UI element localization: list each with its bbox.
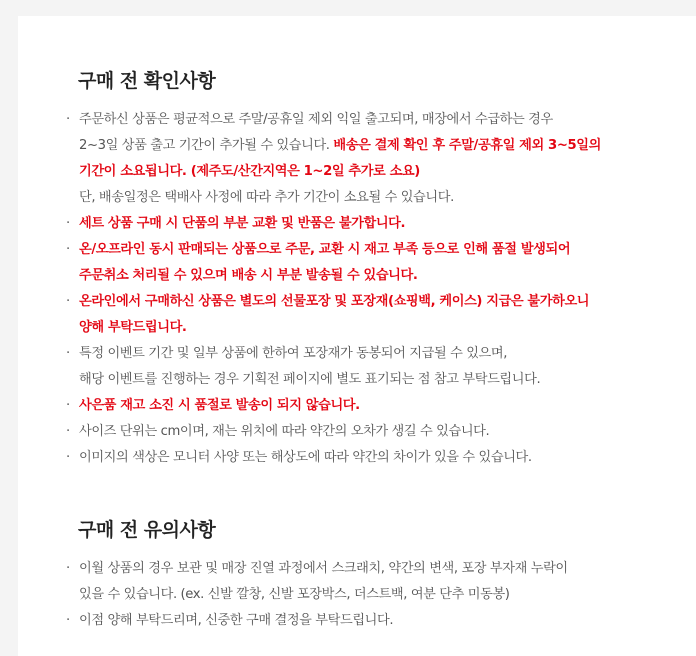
notice-text: 2~3일 상품 출고 기간이 추가될 수 있습니다. [79, 138, 334, 153]
notice-line [79, 582, 691, 608]
notice-item [66, 419, 691, 445]
notice-line [79, 315, 691, 341]
notice-text: 이미지의 색상은 모니터 사양 또는 해상도에 따라 약간의 차이가 있을 수 있습니다. [79, 450, 532, 465]
bullet-dot: · [66, 112, 70, 127]
notice-card [18, 16, 696, 656]
notice-line [79, 289, 691, 315]
notice-line [79, 393, 691, 419]
notice-text: 있을 수 있습니다. (ex. 신발 깔창, 신발 포장박스, 더스트백, 여분 단추 미동봉) [79, 587, 510, 602]
section-title-purchase-check: 구매 전 확인사항 [78, 70, 216, 92]
bullet-dot: · [66, 242, 70, 257]
notice-text: 단, 배송일정은 택배사 사정에 따라 추가 기간이 소요될 수 있습니다. [79, 190, 454, 205]
bullet-dot: · [66, 424, 70, 439]
notice-text-emphasis: 세트 상품 구매 시 단품의 부분 교환 및 반품은 불가합니다. [79, 216, 406, 231]
notice-text: 주문하신 상품은 평균적으로 주말/공휴일 제외 익일 출고되며, 매장에서 수급하는 경우 [79, 112, 553, 127]
notice-text: 해당 이벤트를 진행하는 경우 기획전 페이지에 별도 표기되는 점 참고 부탁드립니다. [79, 372, 541, 387]
notice-item [66, 237, 691, 289]
notice-item [66, 608, 691, 634]
notice-line [79, 556, 691, 582]
notice-text-emphasis: 온라인에서 구매하신 상품은 별도의 선물포장 및 포장재(쇼핑백, 케이스) 지급은 불가하오니 [79, 294, 590, 309]
notice-line [79, 419, 691, 445]
notice-text-emphasis: 주문취소 처리될 수 있으며 배송 시 부분 발송될 수 있습니다. [79, 268, 418, 283]
notice-item [66, 289, 691, 341]
notice-line [79, 133, 691, 159]
notice-text: 특정 이벤트 기간 및 일부 상품에 한하여 포장재가 동봉되어 지급될 수 있으며, [79, 346, 508, 361]
notice-text: 이월 상품의 경우 보관 및 매장 진열 과정에서 스크래치, 약간의 변색, 포장 부자재 누락이 [79, 561, 568, 576]
notice-text-emphasis: 양해 부탁드립니다. [79, 320, 187, 335]
notice-line [79, 445, 691, 471]
notice-line [79, 185, 691, 211]
purchase-check-list [66, 107, 691, 471]
bullet-dot: · [66, 346, 70, 361]
notice-line [79, 107, 691, 133]
notice-item [66, 556, 691, 608]
notice-line [79, 237, 691, 263]
notice-line [79, 367, 691, 393]
purchase-caution-list [66, 556, 691, 634]
notice-line [79, 341, 691, 367]
bullet-dot: · [66, 398, 70, 413]
section-title-purchase-caution: 구매 전 유의사항 [78, 519, 216, 541]
notice-line [79, 263, 691, 289]
notice-text-emphasis: 온/오프라인 동시 판매되는 상품으로 주문, 교환 시 재고 부족 등으로 인해 품절 발생되어 [79, 242, 571, 257]
notice-item [66, 393, 691, 419]
notice-line [79, 608, 691, 634]
notice-text-emphasis: 배송은 결제 확인 후 주말/공휴일 제외 3~5일의 [333, 138, 601, 153]
notice-item [66, 107, 691, 211]
notice-item [66, 445, 691, 471]
bullet-dot: · [66, 450, 70, 465]
notice-line [79, 159, 691, 185]
notice-item [66, 211, 691, 237]
notice-text-emphasis: 사은품 재고 소진 시 품절로 발송이 되지 않습니다. [79, 398, 360, 413]
notice-text: 사이즈 단위는 cm이며, 재는 위치에 따라 약간의 오차가 생길 수 있습니다. [79, 424, 490, 439]
bullet-dot: · [66, 613, 70, 628]
bullet-dot: · [66, 561, 70, 576]
bullet-dot: · [66, 216, 70, 231]
notice-item [66, 341, 691, 393]
notice-text: 이점 양해 부탁드리며, 신중한 구매 결정을 부탁드립니다. [79, 613, 394, 628]
notice-line [79, 211, 691, 237]
notice-text-emphasis: 기간이 소요됩니다. (제주도/산간지역은 1~2일 추가로 소요) [79, 164, 420, 179]
bullet-dot: · [66, 294, 70, 309]
